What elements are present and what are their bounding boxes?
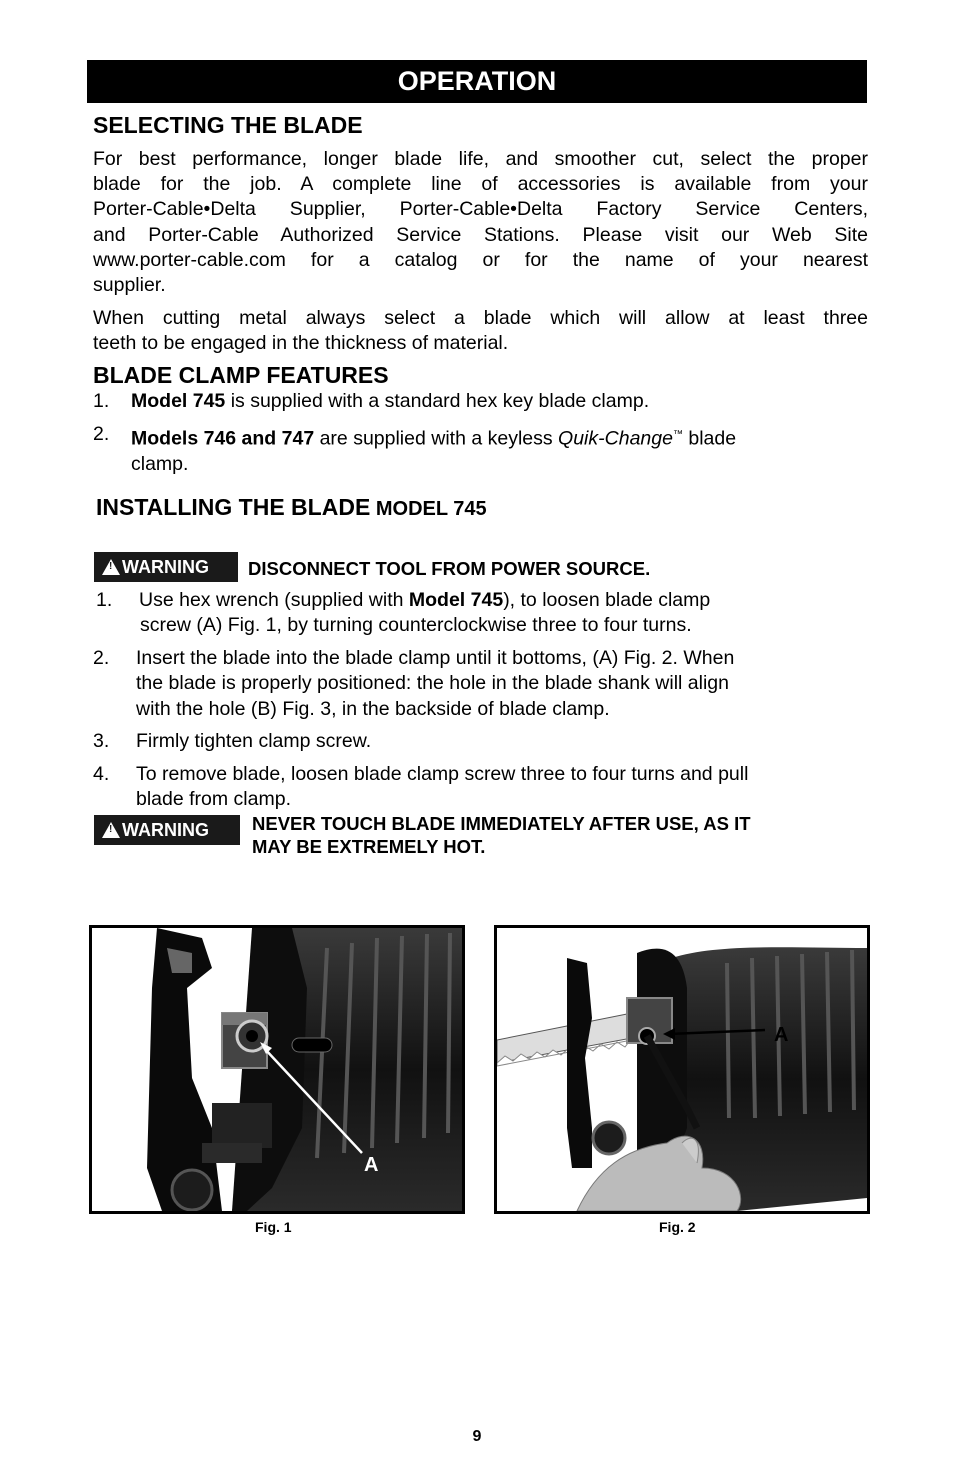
warning-message: DISCONNECT TOOL FROM POWER SOURCE. [248,558,651,579]
figure-1-photo [89,925,465,1214]
list-item [93,389,868,414]
list-text: is supplied with a standard hex key blade clamp. [225,390,650,412]
warning-label: WARNING [122,820,209,840]
list-item [93,646,858,722]
list-text: clamp. [131,452,189,475]
text-line: teeth to be engaged in the thickness of material. [93,332,509,355]
list-item [93,762,863,813]
text-line: supplier. [93,274,166,297]
heading-model: MODEL 745 [370,498,487,520]
list-number: 3. [93,730,110,752]
list-text: with the hole (B) Fig. 3, in the backside of blade clamp. [136,697,610,720]
list-number: 4. [93,763,110,785]
text-line: When cutting metal always select a blade which will allow at least three [93,307,868,329]
callout-label-a: A [364,1154,379,1176]
warning-triangle-icon: ! [102,559,120,575]
model-label: Models 746 and 747 [131,427,315,450]
warning-triangle-icon: ! [102,822,120,838]
heading-selecting-blade: SELECTING THE BLADE [93,112,363,138]
heading-blade-clamp-features: BLADE CLAMP FEATURES [93,362,389,388]
warning-badge [94,815,240,845]
list-item [93,729,858,754]
warning-line: NEVER TOUCH BLADE IMMEDIATELY AFTER USE, AS IT [252,813,751,834]
list-number: 1. [93,390,110,412]
list-text: Use hex wrench (supplied with [139,589,409,611]
list-text: are supplied with a keyless [314,427,559,450]
list-text: To remove blade, loosen blade clamp screw three to four turns and pull [136,763,749,785]
text-line: For best performance, longer blade life, and smoother cut, select the proper [93,148,868,170]
list-text: screw (A) Fig. 1, by turning counterclockwise three to four turns. [140,614,692,637]
warning-label: WARNING [122,557,209,577]
heading-installing-blade [96,494,487,521]
list-text: blade from clamp. [136,788,291,811]
warning-badge [94,552,238,582]
list-text: blade [682,427,737,450]
list-number: 2. [93,423,110,445]
trademark-symbol: ™ [672,429,683,440]
selecting-paragraph-1 [93,147,868,298]
text-line: Porter-Cable•Delta Supplier, Porter-Cable•Delta Factory Service Centers, [93,198,868,221]
heading-text: INSTALLING THE BLADE [96,494,371,520]
list-number: 2. [93,647,110,669]
list-text: the blade is properly positioned: the hole in the blade shank will align [136,672,729,695]
text-line: www.porter-cable.com for a catalog or for the name of your nearest [93,248,868,271]
selecting-paragraph-2 [93,306,868,356]
figure-2-photo [494,925,870,1214]
figure-2-caption: Fig. 2 [659,1219,696,1235]
model-label: Model 745 [408,589,504,611]
figure-1-caption: Fig. 1 [255,1219,292,1235]
callout-label-a: A [774,1024,789,1046]
saw-clamp-illustration [92,928,462,1211]
list-text: Insert the blade into the blade clamp until it bottoms, (A) Fig. 2. When [136,647,735,669]
warning-message [252,812,751,858]
text-line: blade for the job. A complete line of accessories is available from your [93,173,868,196]
list-item [96,588,856,639]
list-number: 1. [96,589,113,611]
list-item [93,422,868,477]
model-label: Model 745 [131,390,226,412]
warning-line: MAY BE EXTREMELY HOT. [252,836,486,857]
saw-blade-insert-illustration [497,928,867,1211]
product-name: Quik-Change [558,427,673,450]
section-banner: OPERATION [87,60,867,103]
text-line: and Porter-Cable Authorized Service Stations. Please visit our Web Site [93,223,868,246]
page-number: 9 [472,1428,482,1445]
list-text: Firmly tighten clamp screw. [136,730,372,752]
list-text: ), to loosen blade clamp [503,589,711,611]
